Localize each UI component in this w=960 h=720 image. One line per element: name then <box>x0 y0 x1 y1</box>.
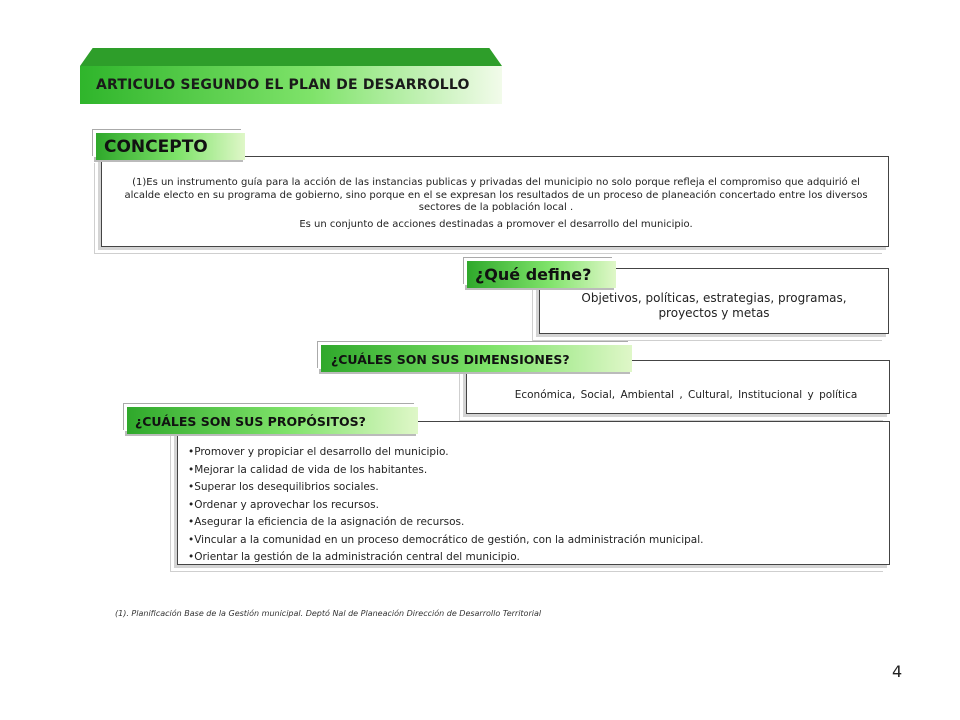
purpose-item: •Mejorar la calidad de vida de los habitantes. <box>188 463 428 476</box>
page-title: ARTICULO SEGUNDO EL PLAN DE DESARROLLO <box>96 77 470 93</box>
footnote: (1). Planificación Base de la Gestión municipal. Deptó Nal de Planeación Dirección de Desarrollo Territorial <box>115 609 542 618</box>
dimensions-label: ¿CUÁLES SON SUS DIMENSIONES? <box>331 352 570 367</box>
purpose-item: •Superar los desequilibrios sociales. <box>188 481 379 493</box>
purpose-item: •Vincular a la comunidad en un proceso democrático de gestión, con la administración municipal. <box>188 533 704 546</box>
purposes-box <box>177 421 890 565</box>
purposes-tab <box>127 407 418 434</box>
dimensions-text: Económica, Social, Ambiental , Cultural, Institucional y política <box>514 389 858 401</box>
section-banner <box>80 48 502 104</box>
defines-tab <box>467 261 616 288</box>
purposes-label: ¿CUÁLES SON SUS PROPÓSITOS? <box>135 414 366 429</box>
concept-box <box>101 156 889 247</box>
dimensions-tab <box>321 345 632 372</box>
concept-paragraph-1: (1)Es un instrumento guía para la acción de las instancias publicas y privadas del municipio no solo porque refleja el compromiso que adquirió el alcalde electo en su programa de gobierno, sino porque en el se expresan los resultados de un proceso de planeación concertado entre los diversos sectores de la población local . <box>124 177 868 213</box>
purpose-item: •Asegurar la eficiencia de la asignación de recursos. <box>188 516 465 528</box>
concept-paragraph-2: Es un conjunto de acciones destinadas a promover el desarrollo del municipio. <box>299 218 693 230</box>
concept-label: CONCEPTO <box>104 137 208 157</box>
concept-text <box>116 177 876 231</box>
purpose-item: •Promover y propiciar el desarrollo del municipio. <box>188 446 449 458</box>
purpose-item: •Ordenar y aprovechar los recursos. <box>188 498 379 511</box>
purposes-list <box>188 444 703 567</box>
page-number: 4 <box>892 662 903 681</box>
defines-label: ¿Qué define? <box>475 265 592 284</box>
purpose-item: •Orientar la gestión de la administración central del municipio. <box>188 551 520 563</box>
concept-tab <box>96 133 245 160</box>
defines-text: Objetivos, políticas, estrategias, programas, proyectos y metas <box>581 291 847 320</box>
